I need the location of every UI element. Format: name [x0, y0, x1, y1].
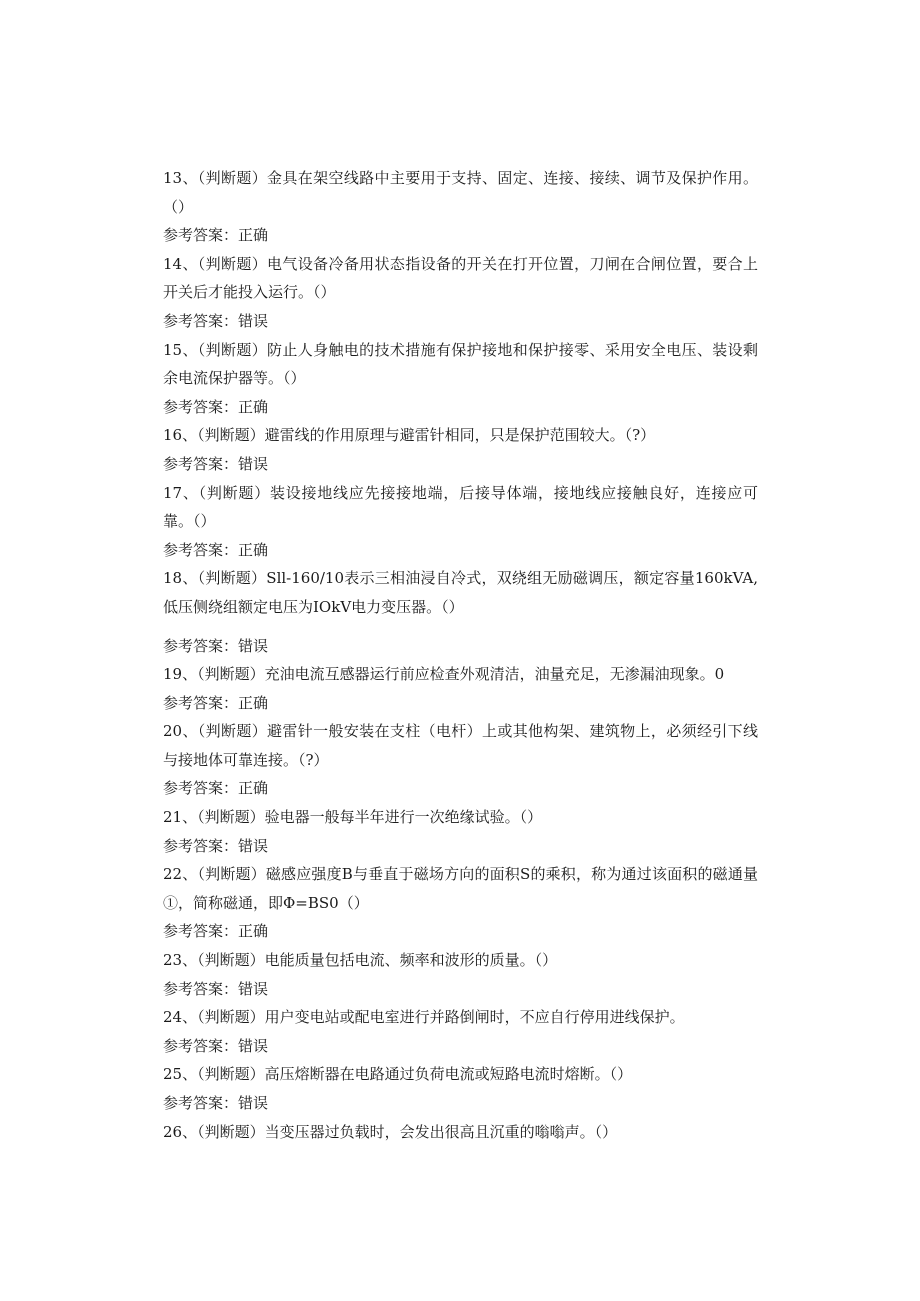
question-23: 23、（判断题）电能质量包括电流、频率和波形的质量。（） — [163, 951, 558, 970]
question-16: 16、（判断题）避雷线的作用原理与避雷针相同，只是保护范围较大。（?） — [163, 426, 656, 445]
question-18: 18、（判断题）Sll-160/10表示三相油浸自冷式，双绕组无励磁调压，额定容量160kVA,低压侧绕组额定电压为IOkV电力变压器。（） — [163, 569, 758, 616]
answer-13: 参考答案：正确 — [163, 226, 269, 245]
question-25: 25、（判断题）高压熔断器在电路通过负荷电流或短路电流时熔断。（） — [163, 1065, 633, 1084]
question-24: 24、（判断题）用户变电站或配电室进行并路倒闸时，不应自行停用进线保护。 — [163, 1008, 685, 1027]
answer-24: 参考答案：错误 — [163, 1036, 269, 1055]
question-20: 20、（判断题）避雷针一般安装在支柱（电杆）上或其他构架、建筑物上，必须经引下线与接地体可靠连接。（?） — [163, 722, 758, 769]
paragraph-gap — [163, 622, 758, 632]
answer-23: 参考答案：错误 — [163, 979, 269, 998]
answer-17: 参考答案：正确 — [163, 540, 269, 559]
question-17: 17、（判断题）装设接地线应先接接地端，后接导体端，接地线应接触良好，连接应可靠。（） — [163, 483, 758, 531]
question-14: 14、（判断题）电气设备冷备用状态指设备的开关在打开位置，刀闸在合闸位置，要合上开关后才能投入运行。（） — [163, 254, 758, 302]
question-26: 26、（判断题）当变压器过负载时，会发出很高且沉重的嗡嗡声。（） — [163, 1122, 618, 1141]
question-22: 22、（判断题）磁感应强度B与垂直于磁场方向的面积S的乘积，称为通过该面积的磁通量①，简称磁通，即Φ=BS0（） — [163, 865, 758, 912]
answer-18: 参考答案：错误 — [163, 636, 269, 655]
answer-14: 参考答案：错误 — [163, 311, 269, 330]
question-15: 15、（判断题）防止人身触电的技术措施有保护接地和保护接零、采用安全电压、装设剩余电流保护器等。（） — [163, 340, 758, 388]
answer-21: 参考答案：错误 — [163, 836, 269, 855]
answer-19: 参考答案：正确 — [163, 693, 269, 712]
answer-16: 参考答案：错误 — [163, 454, 269, 473]
question-list — [163, 164, 758, 1146]
answer-20: 参考答案：正确 — [163, 779, 269, 798]
question-21: 21、（判断题）验电器一般每半年进行一次绝缘试验。（） — [163, 808, 543, 827]
question-13: 13、（判断题）金具在架空线路中主要用于支持、固定、连接、接续、调节及保护作用。（） — [163, 169, 758, 216]
answer-25: 参考答案：错误 — [163, 1094, 269, 1112]
answer-15: 参考答案：正确 — [163, 397, 269, 416]
answer-22: 参考答案：正确 — [163, 922, 269, 941]
question-19: 19、（判断题）充油电流互感器运行前应检查外观清洁，油量充足，无渗漏油现象。0 — [163, 665, 725, 684]
